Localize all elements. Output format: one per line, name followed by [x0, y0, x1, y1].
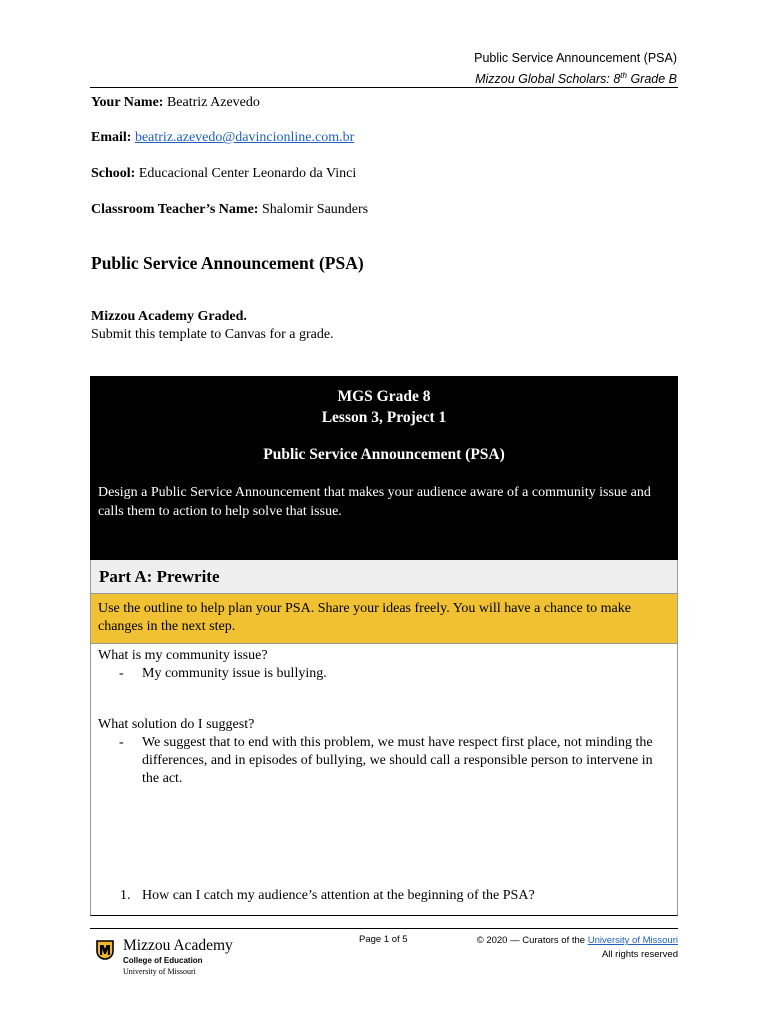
bullet-dash: -: [119, 735, 124, 750]
school-label: School:: [91, 166, 136, 181]
question-attention: How can I catch my audience’s attention at the beginning of the PSA?: [142, 888, 535, 903]
answer-community-issue: My community issue is bullying.: [142, 666, 327, 681]
email-label: Email:: [91, 130, 132, 145]
header-subtitle: Mizzou Global Scholars: 8th Grade B: [475, 71, 677, 87]
question-community-issue: What is my community issue?: [98, 648, 268, 663]
instructions-text: Use the outline to help plan your PSA. Share your ideas freely. You will have a chance to make changes in the next step.: [98, 601, 631, 634]
graded-note: [91, 308, 334, 344]
assignment-description: Design a Public Service Announcement that makes your audience aware of a community issue and calls them to action to help solve that issue.: [98, 485, 651, 519]
document-title: Public Service Announcement (PSA): [91, 253, 364, 273]
logo-name: Mizzou Academy: [123, 937, 233, 954]
mizzou-tiger-logo-icon: [96, 940, 114, 960]
logo-college: College of Education: [123, 956, 203, 965]
teacher-line: [91, 201, 368, 219]
part-a-heading-row: [90, 560, 678, 594]
answer-solution: We suggest that to end with this problem, we must have respect first place, not minding the differences, and in episodes of bullying, we should call a responsible person to intervene in the act.: [142, 735, 653, 786]
question-number: 1.: [120, 888, 131, 903]
bullet-dash: -: [119, 666, 124, 681]
grade-heading: MGS Grade 8: [337, 388, 431, 405]
header-divider: [90, 87, 678, 88]
assignment-table: [90, 376, 678, 916]
graded-heading: Mizzou Academy Graded.: [91, 309, 247, 324]
school-line: [91, 165, 356, 183]
instructions-row: [90, 594, 678, 643]
copyright: [477, 934, 678, 962]
lesson-heading: Lesson 3, Project 1: [321, 409, 447, 426]
teacher-label: Classroom Teacher’s Name:: [91, 202, 259, 217]
question-solution: What solution do I suggest?: [98, 717, 255, 732]
name-label: Your Name:: [91, 95, 164, 110]
logo-university: University of Missouri: [123, 967, 196, 976]
email-link[interactable]: beatriz.azevedo@davincionline.com.br: [134, 130, 355, 145]
school-value: Educacional Center Leonardo da Vinci: [138, 166, 357, 181]
assignment-header-block: [90, 376, 678, 560]
university-link[interactable]: University of Missouri: [587, 935, 678, 946]
teacher-value: Shalomir Saunders: [261, 202, 369, 217]
graded-instruction: Submit this template to Canvas for a grade.: [91, 327, 334, 342]
header-title: Public Service Announcement (PSA): [474, 51, 677, 65]
email-line: [91, 129, 354, 147]
copyright-text: © 2020 — Curators of the: [476, 935, 588, 946]
running-header: [474, 49, 677, 88]
footer-divider: [90, 928, 678, 929]
rights-reserved: All rights reserved: [601, 949, 678, 960]
name-value: Beatriz Azevedo: [166, 95, 260, 110]
answer-cell[interactable]: [90, 643, 678, 916]
part-a-heading: Part A: Prewrite: [99, 567, 220, 586]
name-line: [91, 94, 260, 112]
page-number: Page 1 of 5: [359, 934, 408, 945]
assignment-title: Public Service Announcement (PSA): [263, 446, 505, 463]
